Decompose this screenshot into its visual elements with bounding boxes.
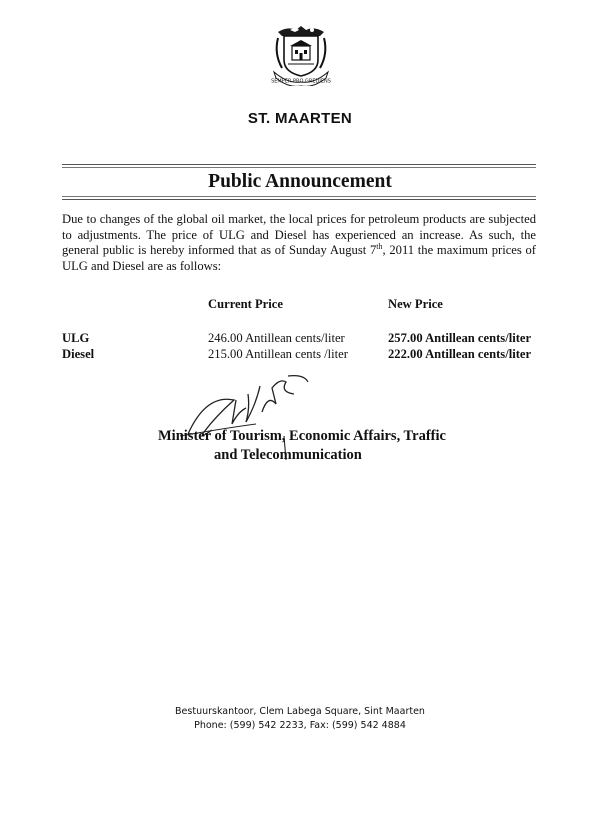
current-price-diesel: 215.00 Antillean cents /liter	[208, 347, 348, 361]
country-heading: ST. MAARTEN	[247, 110, 353, 127]
fuel-label-ulg: ULG	[62, 331, 90, 345]
footer-address: Bestuurskantoor, Clem Labega Square, Sint Maarten	[175, 706, 425, 717]
signatory-title	[158, 427, 478, 464]
crest-motto: SEMPER PRO GREDIENS	[271, 78, 331, 85]
divider	[62, 167, 536, 168]
new-price-ulg: 257.00 Antillean cents/liter	[388, 331, 532, 345]
intro-text-end: , 2011 the maximum prices of ULG and Diesel are as follows:	[62, 243, 536, 273]
signatory-line-2: and Telecommunication	[214, 446, 362, 463]
intro-text-start: Due to changes of the global oil market, the local prices for petroleum products are subjected to adjustments. The price of ULG and Diesel has experienced an increase. As such, the general public is hereby informed that as of Sunday August 7	[62, 212, 536, 258]
divider	[62, 199, 536, 200]
current-price-header: Current Price	[208, 297, 283, 311]
coat-of-arms-icon	[268, 22, 334, 86]
fuel-label-diesel: Diesel	[62, 347, 95, 361]
divider	[62, 196, 536, 197]
current-price-ulg: 246.00 Antillean cents/liter	[208, 331, 345, 345]
new-price-diesel: 222.00 Antillean cents/liter	[388, 347, 532, 361]
new-price-header: New Price	[388, 297, 443, 311]
intro-paragraph	[62, 212, 536, 274]
intro-date-suffix: th	[376, 242, 383, 251]
page-title: Public Announcement	[208, 171, 392, 192]
footer	[0, 705, 600, 732]
signatory-line-1: Minister of Tourism, Economic Affairs, Traffic	[158, 428, 446, 444]
divider	[62, 164, 536, 165]
footer-contact: Phone: (599) 542 2233, Fax: (599) 542 4884	[194, 719, 406, 731]
